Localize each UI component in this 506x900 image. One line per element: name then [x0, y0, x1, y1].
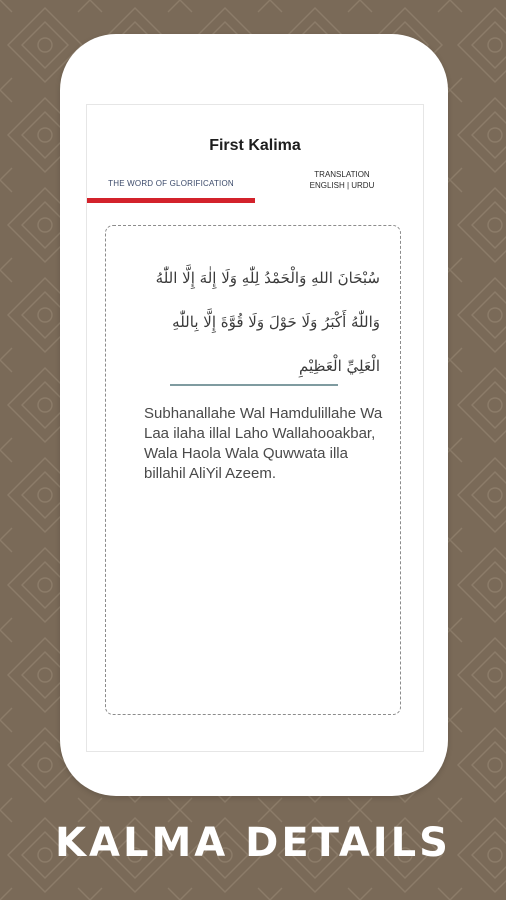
tab-translation-label: TRANSLATION	[314, 170, 370, 179]
tab-word-of-glorification[interactable]: THE WORD OF GLORIFICATION	[108, 179, 234, 188]
transliteration-text: Subhanallahe Wal Hamdulillahe Wa Laa ilaha illal Laho Wallahooakbar, Wala Haola Wala Quwwata illa billahil AliYil Azeem.	[144, 405, 383, 482]
active-tab-indicator	[87, 198, 255, 203]
tab-translation[interactable]	[267, 169, 417, 191]
arabic-line: وَاللّٰهُ أَكْبَرُ وَلَا حَوْلَ وَلَا قُوَّةَ إِلَّا بِاللّٰهِ	[172, 313, 380, 331]
arabic-text	[130, 256, 380, 388]
banner-caption: KALMA DETAILS	[55, 820, 451, 866]
arabic-line: سُبْحَانَ اللهِ وَالْحَمْدُ لِلّٰهِ وَلَا إِلٰهَ إِلَّا اللّٰهُ	[155, 269, 380, 287]
divider	[170, 384, 338, 386]
arabic-line: الْعَلِيِّ الْعَظِيْمِ	[299, 357, 380, 375]
app-screen	[86, 104, 424, 752]
kalima-card	[105, 225, 401, 715]
tab-translation-languages: ENGLISH | URDU	[309, 181, 375, 190]
page-title: First Kalima	[209, 137, 301, 154]
